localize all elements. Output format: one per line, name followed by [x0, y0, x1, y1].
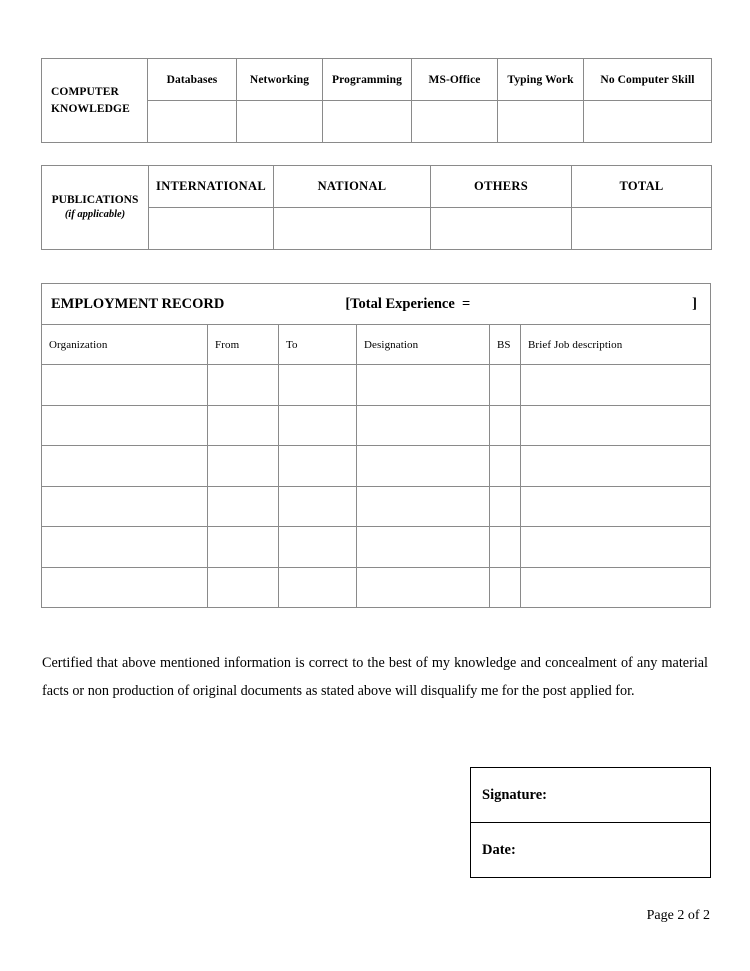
column-header-no-computer-skill: No Computer Skill: [584, 59, 712, 101]
cell-organization[interactable]: [42, 446, 208, 487]
page-footer: Page 2 of 2: [646, 908, 710, 923]
date-field[interactable]: [471, 823, 711, 878]
cell-bs[interactable]: [490, 365, 521, 406]
cell-designation[interactable]: [357, 365, 490, 406]
cell-bs[interactable]: [490, 567, 521, 608]
column-header-databases: Databases: [148, 59, 237, 101]
entry-cell-national[interactable]: [274, 208, 431, 250]
entry-cell-total[interactable]: [572, 208, 712, 250]
cell-organization[interactable]: [42, 405, 208, 446]
entry-cell-typing-work[interactable]: [498, 101, 584, 143]
table-row: [42, 486, 711, 527]
publications-header-row: [42, 166, 712, 208]
column-header-international: INTERNATIONAL: [149, 166, 274, 208]
column-header-designation: Designation: [357, 325, 490, 365]
cell-brief-job-description[interactable]: [521, 486, 711, 527]
column-header-programming: Programming: [323, 59, 412, 101]
column-header-networking: Networking: [237, 59, 323, 101]
cell-organization[interactable]: [42, 365, 208, 406]
employment-record-title: EMPLOYMENT RECORD: [51, 295, 225, 312]
date-row: [471, 823, 711, 878]
cell-designation[interactable]: [357, 405, 490, 446]
cell-to[interactable]: [279, 365, 357, 406]
cell-organization[interactable]: [42, 527, 208, 568]
total-experience-close-bracket: ]: [692, 295, 698, 312]
cell-from[interactable]: [208, 567, 279, 608]
computer-knowledge-table: [41, 58, 712, 143]
cell-brief-job-description[interactable]: [521, 405, 711, 446]
column-header-typing-work: Typing Work: [498, 59, 584, 101]
entry-cell-no-computer-skill[interactable]: [584, 101, 712, 143]
certification-paragraph: Certified that above mentioned information is correct to the best of my knowledge and concealment of any material facts or non production of original documents as stated above will disqualify me for the post applied for.: [42, 655, 708, 699]
cell-bs[interactable]: [490, 446, 521, 487]
cell-from[interactable]: [208, 446, 279, 487]
cell-organization[interactable]: [42, 567, 208, 608]
column-header-from: From: [208, 325, 279, 365]
publications-table: [41, 165, 712, 250]
cell-to[interactable]: [279, 486, 357, 527]
cell-from[interactable]: [208, 405, 279, 446]
signature-label: Signature:: [482, 786, 547, 803]
cell-designation[interactable]: [357, 567, 490, 608]
publications-row-label: [42, 166, 149, 250]
signature-field[interactable]: [471, 768, 711, 823]
cell-to[interactable]: [279, 405, 357, 446]
column-header-organization: Organization: [42, 325, 208, 365]
cell-bs[interactable]: [490, 405, 521, 446]
computer-knowledge-label-line1: COMPUTER: [51, 85, 119, 98]
cell-bs[interactable]: [490, 527, 521, 568]
table-row: [42, 567, 711, 608]
entry-cell-ms-office[interactable]: [412, 101, 498, 143]
column-header-ms-office: MS-Office: [412, 59, 498, 101]
table-row: [42, 405, 711, 446]
computer-knowledge-row-label: [42, 59, 148, 143]
column-header-total: TOTAL: [572, 166, 712, 208]
employment-record-title-row: [42, 284, 711, 325]
cell-brief-job-description[interactable]: [521, 567, 711, 608]
publications-label-sub: (if applicable): [64, 209, 126, 221]
employment-record-header-row: [42, 325, 711, 365]
cell-from[interactable]: [208, 486, 279, 527]
entry-cell-databases[interactable]: [148, 101, 237, 143]
cell-from[interactable]: [208, 527, 279, 568]
column-header-bs: BS: [490, 325, 521, 365]
column-header-brief-job-description: Brief Job description: [521, 325, 711, 365]
date-label: Date:: [482, 841, 516, 858]
cell-designation[interactable]: [357, 527, 490, 568]
cell-brief-job-description[interactable]: [521, 446, 711, 487]
signature-row: [471, 768, 711, 823]
employment-record-table: [41, 283, 711, 608]
column-header-others: OTHERS: [431, 166, 572, 208]
cell-to[interactable]: [279, 446, 357, 487]
cell-bs[interactable]: [490, 486, 521, 527]
publications-label-main: PUBLICATIONS: [51, 194, 139, 207]
computer-knowledge-header-row: [42, 59, 712, 101]
table-row: [42, 527, 711, 568]
computer-knowledge-label-line2: KNOWLEDGE: [51, 102, 130, 115]
entry-cell-programming[interactable]: [323, 101, 412, 143]
entry-cell-networking[interactable]: [237, 101, 323, 143]
total-experience-label: [Total Experience =: [345, 295, 471, 312]
entry-cell-international[interactable]: [149, 208, 274, 250]
cell-brief-job-description[interactable]: [521, 365, 711, 406]
cell-to[interactable]: [279, 567, 357, 608]
cell-designation[interactable]: [357, 486, 490, 527]
table-row: [42, 446, 711, 487]
table-row: [42, 365, 711, 406]
cell-from[interactable]: [208, 365, 279, 406]
cell-designation[interactable]: [357, 446, 490, 487]
employment-record-title-cell: [42, 284, 711, 325]
cell-organization[interactable]: [42, 486, 208, 527]
cell-to[interactable]: [279, 527, 357, 568]
column-header-to: To: [279, 325, 357, 365]
signature-date-box: [470, 767, 711, 878]
entry-cell-others[interactable]: [431, 208, 572, 250]
cell-brief-job-description[interactable]: [521, 527, 711, 568]
column-header-national: NATIONAL: [274, 166, 431, 208]
